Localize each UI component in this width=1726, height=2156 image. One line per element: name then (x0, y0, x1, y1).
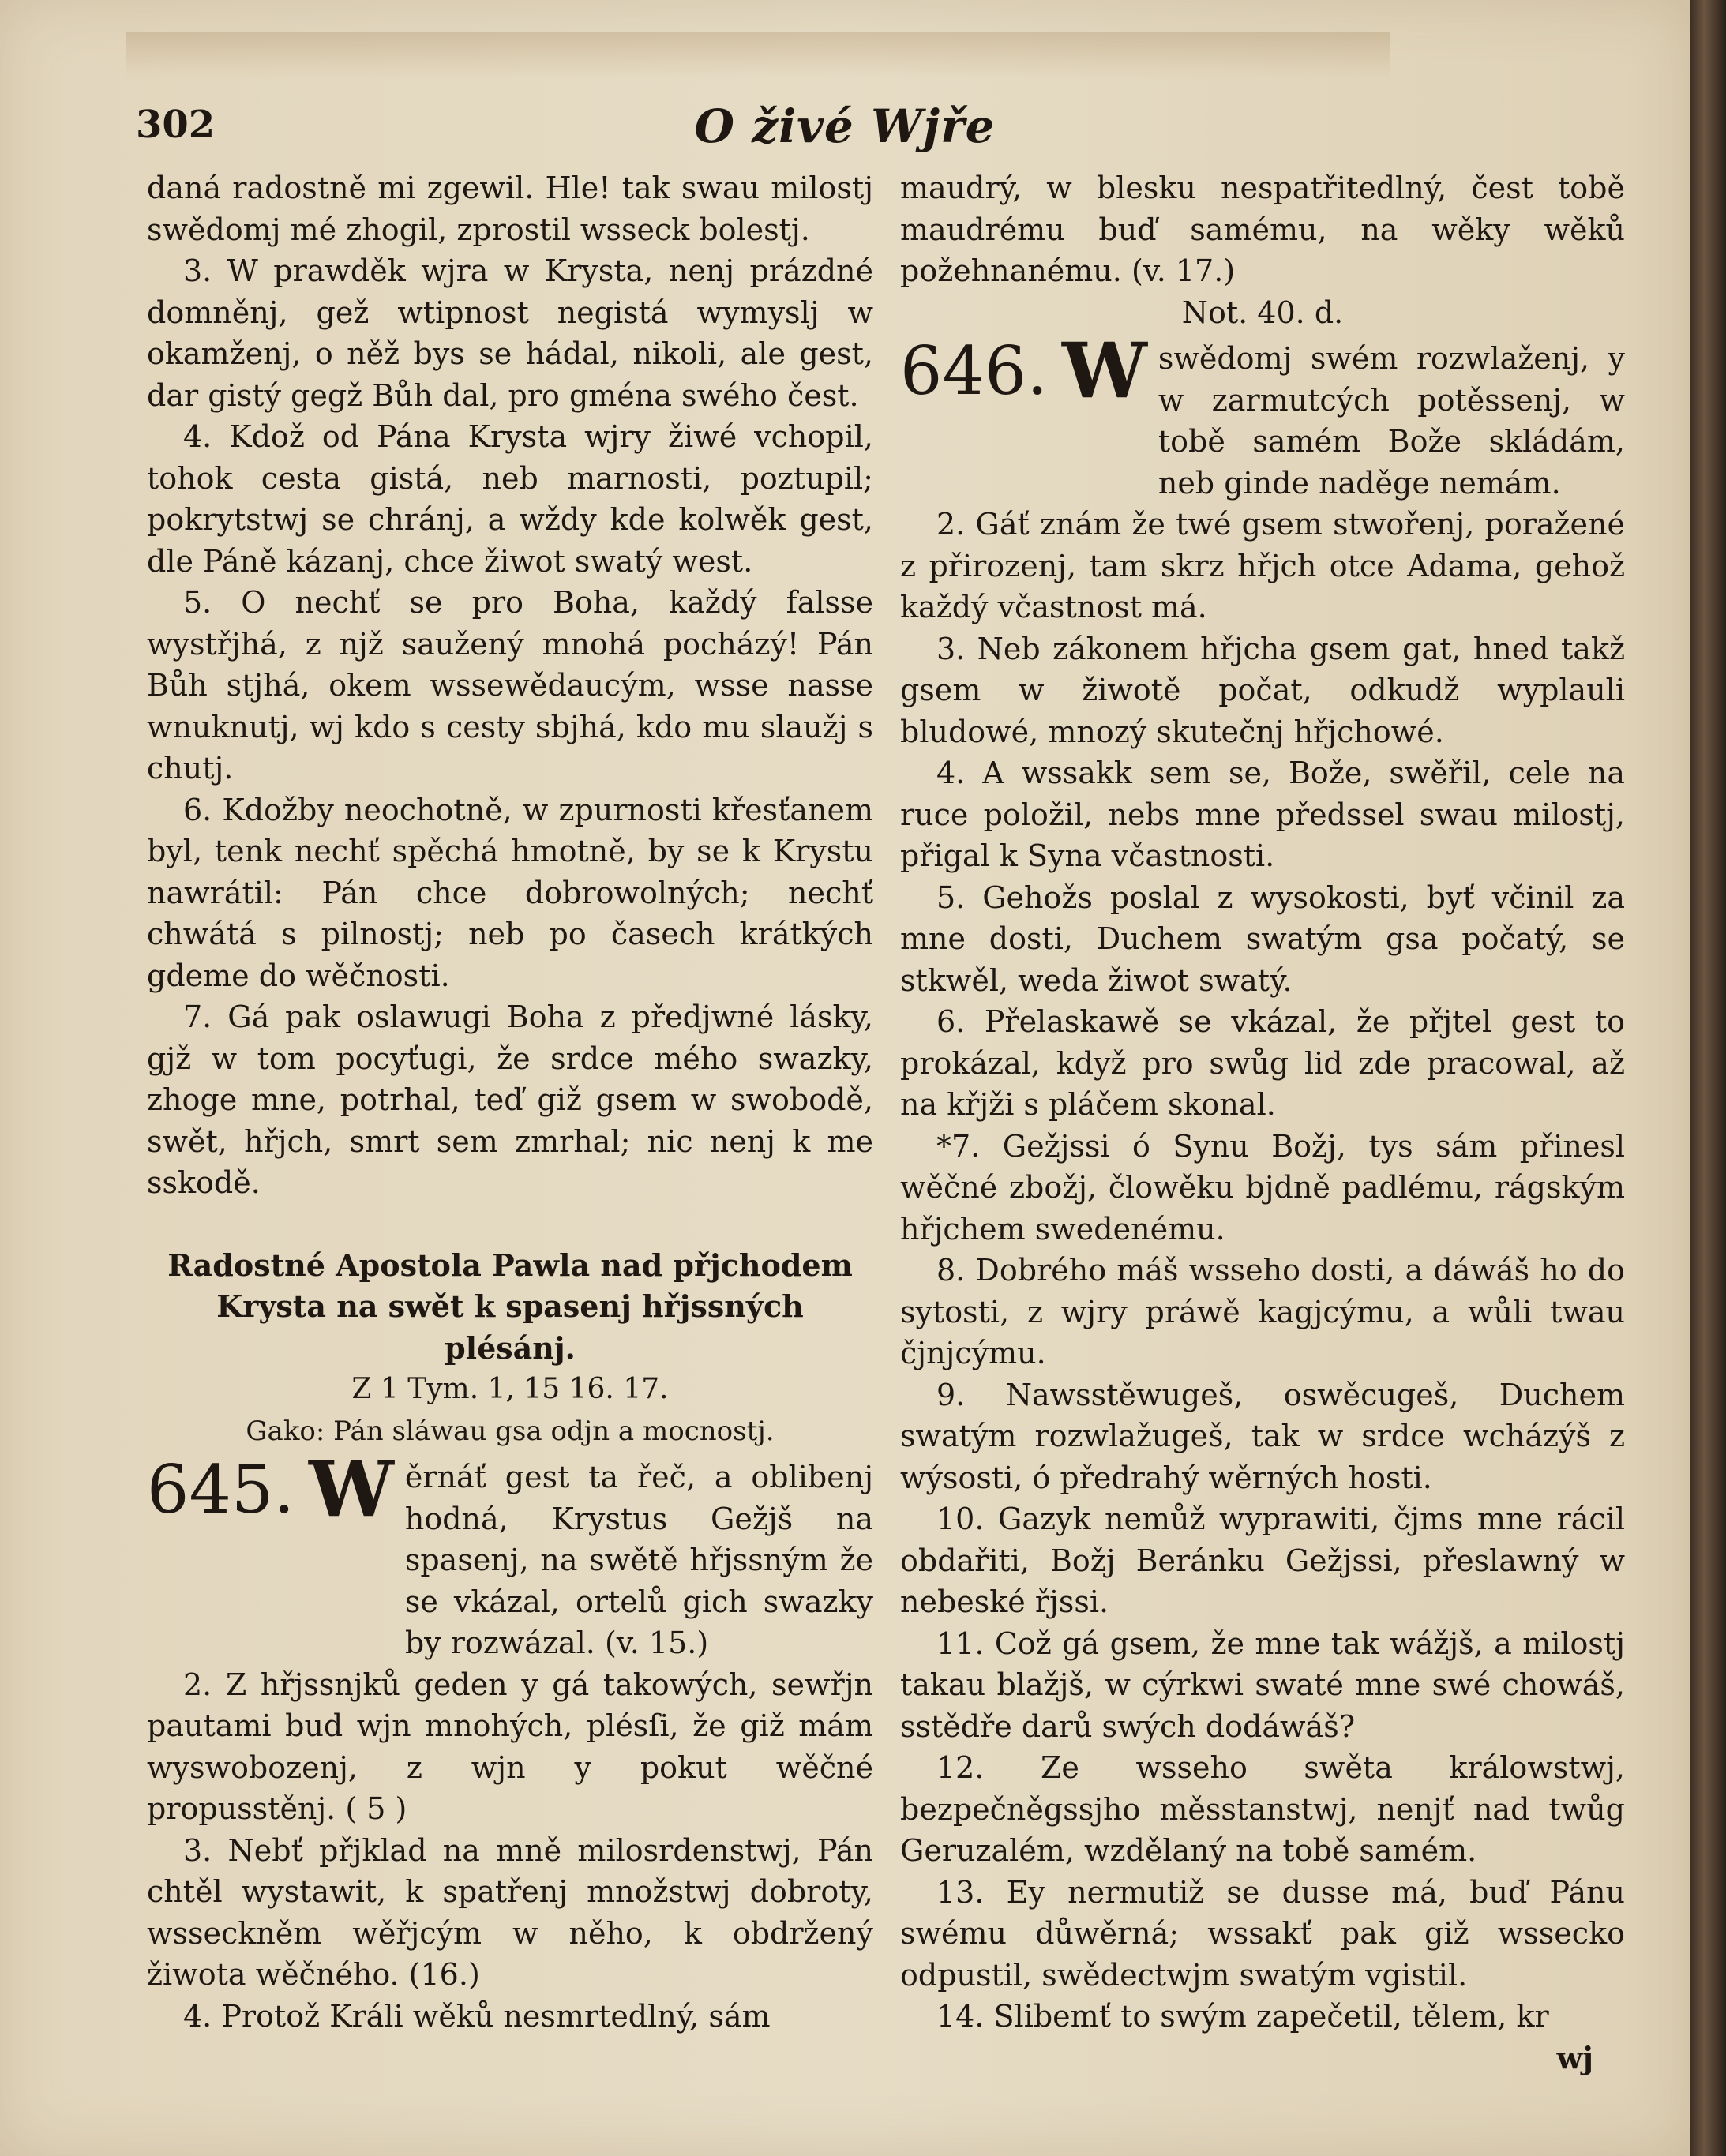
left-column (147, 167, 873, 2037)
running-head: O živé Wjře (694, 99, 996, 153)
scripture-reference: Z 1 Tym. 1, 15 16. 17. (351, 1373, 669, 1405)
hymn-646-verse-7: *7. Gežjssi ó Synu Božj, tys sám přinesl wěčné zbožj, člowěku bjdně padlému, rágským hřjchem swedenému. (900, 1128, 1625, 1247)
verse-6: 6. Kdožby neochotně, w zpurnosti křesťanem byl, tenk nechť spěchá hmotně, by se k Krystu nawrátil: Pán chce dobrowolných; nechť chwátá s pilnostj; neb po časech krátkých gdeme do wěčnosti. (147, 792, 873, 993)
hymn-645-header (147, 1445, 873, 1664)
hymn-646-verse-1: swědomj swém rozwlaženj, y w zarmutcých potěssenj, w tobě samém Bože skládám, neb ginde naděge nemám. (1158, 341, 1625, 501)
hymn-646-verse-13: 13. Ey nermutiž se dusse má, buď Pánu swému důwěrná; wssakť pak giž wssecko odpustil, swědectwjm swatým vgistil. (900, 1874, 1625, 1993)
hymn-645-verse-2: 2. Z hřjssnjků geden y gá takowých, sewřjn pautami bud wjn mnohých, plésſi, že giž mám wyswobozenj, z wjn y pokut wěčné propusstěnj. ( 5 ) (147, 1667, 873, 1826)
hymn-number: 646. (900, 332, 1049, 410)
hymn-646-verse-2: 2. Gáť znám že twé gsem stwořenj, poražené z přirozenj, tam skrz hřjch otce Adama, gehož každý včastnost má. (900, 507, 1625, 624)
hymn-title: Radostné Apostola Pawla nad přjchodem Krysta na swět k spasenj hřjssných plésánj. (167, 1247, 853, 1366)
hymn-number: 645. (147, 1451, 295, 1528)
hymn-645-verse-1: ěrnáť gest ta řeč, a oblibenj hodná, Krystus Gežjš na spasenj, na swětě hřjssným že se vkázal, ortelů gich swazky by rozwázal. (v. 15.) (404, 1460, 873, 1660)
hymn-646-verse-8: 8. Dobrého máš wsseho dosti, a dáwáš ho do sytosti, z wjry práwě kagjcýmu, a wůli twau čjnjcýmu. (900, 1253, 1625, 1370)
hymn-646-verse-4: 4. A wssakk sem se, Bože, swěřil, cele na ruce položil, nebs mne předssel swau milostj, přigal k Syna včastnosti. (900, 756, 1625, 873)
hymn-645-verse-3: 3. Nebť přjklad na mně milosrdenstwj, Pán chtěl wystawit, k spatřenj množstwj dobroty, wsseckněm wěřjcým w něho, k obdržený žiwota wěčného. (16.) (147, 1832, 873, 1992)
drop-cap: W (309, 1445, 394, 1534)
verse-3: 3. W prawděk wjra w Krysta, nenj prázdné domněnj, gež wtipnost negistá wymyslj w okamženj, o něž bys se hádal, nikoli, ale gest, dar gistý gegž Bůh dal, pro gména swého čest. (147, 253, 873, 413)
book-edge (1690, 0, 1726, 2156)
water-stain (126, 32, 1390, 79)
hymn-646-verse-10: 10. Gazyk nemůž wyprawiti, čjms mne rácil obdařiti, Božj Beránku Gežjssi, přeslawný w nebeské řjssi. (900, 1502, 1625, 1619)
drop-cap: W (1062, 326, 1147, 415)
hymn-646-verse-6: 6. Přelaskawě se vkázal, že přjtel gest to prokázal, když pro swůg lid zde pracowal, až na křjži s pláčem skonal. (900, 1004, 1625, 1122)
hymn-646-verse-12: 12. Ze wsseho swěta králowstwj, bezpečněgssjho měsstanstwj, nenjť nad twůg Geruzalém, wzdělaný na tobě samém. (900, 1750, 1625, 1868)
verse-7: 7. Gá pak oslawugi Boha z předjwné lásky, gjž w tom pocyťugi, že srdce mého swazky, zhoge mne, potrhal, teď giž gsem w swobodě, swět, hřjch, smrt sem zmrhal; nic nenj k me sskodě. (147, 999, 873, 1200)
hymn-646-verse-11: 11. Což gá gsem, že mne tak wážjš, a milostj takau blažjš, w cýrkwi swaté mne swé chowáš, sstědře darů swých dodáwáš? (900, 1625, 1625, 1744)
hymn-646-verse-3: 3. Neb zákonem hřjcha gsem gat, hned takž gsem w žiwotě počat, odkudž wyplauli bludowé, mnozý skutečnj hřjchowé. (900, 631, 1625, 749)
hymn-646-verse-9: 9. Nawsstěwugeš, oswěcugeš, Duchem swatým rozwlažugeš, tak w srdce wcházýš z wýsosti, ó předrahý wěrných hosti. (900, 1377, 1625, 1495)
tune-line: Gako: Pán sláwau gsa odjn a mocnostj. (246, 1415, 775, 1447)
continued-verse: maudrý, w blesku nespatřitedlný, čest tobě maudrému buď samému, na wěky wěků požehnanému. (v. 17.) (900, 171, 1625, 288)
hymn-645-verse-4: 4. Protož Králi wěků nesmrtedlný, sám (183, 1998, 771, 2034)
hymn-646-verse-5: 5. Gehožs poslal z wysokosti, byť včinil za mne dosti, Duchem swatým gsa počatý, se stkwěl, weda žiwot swatý. (900, 879, 1625, 998)
hymn-646-header (900, 326, 1625, 504)
hymn-646-verse-14: 14. Slibemť to swým zapečetil, tělem, kr (936, 1999, 1549, 2034)
page-number: 302 (136, 103, 216, 147)
catchword: wj (1556, 2039, 1593, 2075)
melody-note: Not. 40. d. (1181, 294, 1344, 330)
continued-verse: daná radostně mi zgewil. Hle! tak swau milostj swědomj mé zhogil, zprostil wsseck bolestj. (147, 171, 873, 247)
verse-5: 5. O nechť se pro Boha, každý falsse wystřjhá, z njž saužený mnohá pocházý! Pán Bůh stjhá, okem wssewědaucým, wsse nasse wnuknutj, wj kdo s cesty sbjhá, kdo mu slaužj s chutj. (147, 585, 873, 786)
right-column (900, 167, 1625, 2079)
verse-4: 4. Kdož od Pána Krysta wjry žiwé vchopil, tohok cesta gistá, neb marnosti, poztupil; pokrytstwj se chránj, a wždy kde kolwěk gest, dle Páně kázanj, chce žiwot swatý west. (147, 419, 873, 579)
